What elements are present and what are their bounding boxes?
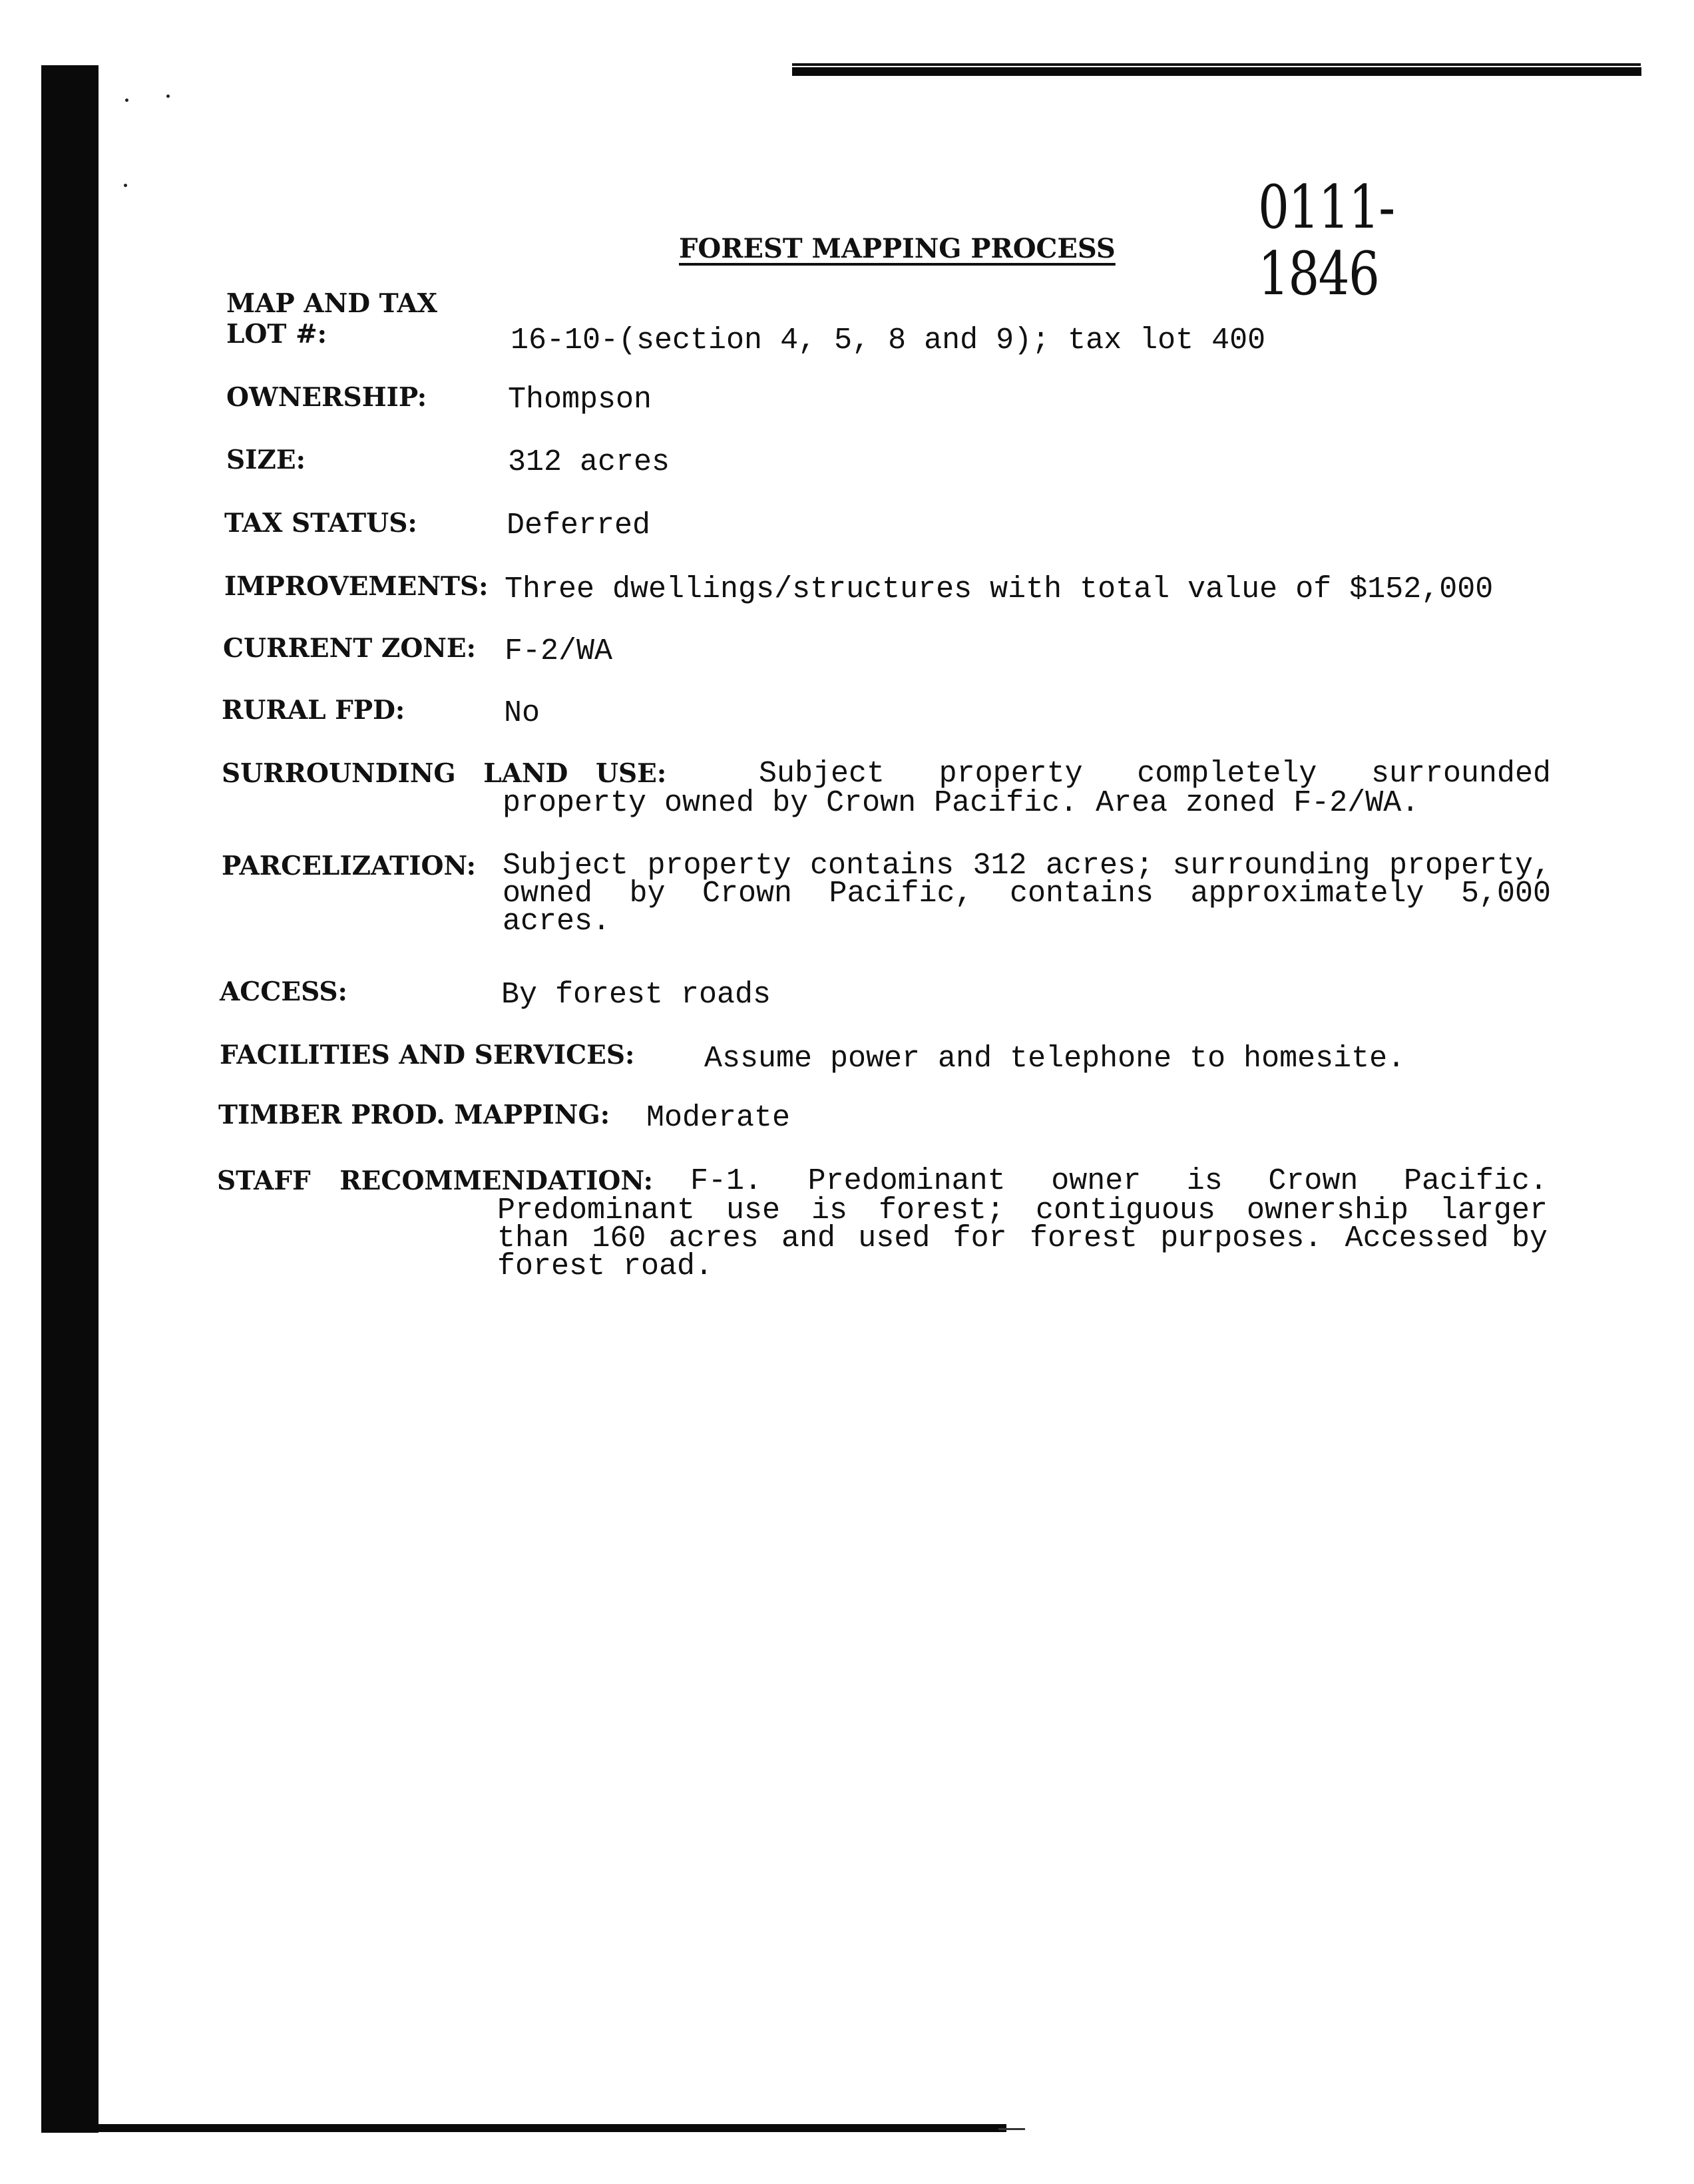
scan-speck [124, 184, 127, 187]
improvements-label: IMPROVEMENTS: [224, 571, 489, 602]
document-title: FOREST MAPPING PROCESS [679, 233, 1116, 264]
size-value: 312 acres [508, 445, 670, 479]
surrounding-land-use-line1: Subject property completely surrounded [759, 757, 1551, 791]
tax-status-label: TAX STATUS: [224, 508, 417, 539]
surrounding-land-use-label: SURROUNDING LAND USE: [222, 758, 667, 789]
tax-status-value: Deferred [507, 509, 651, 543]
parcelization-value: Subject property contains 312 acres; surrounding property, owned by Crown Pacific, contains approximately 5,000 acres. [503, 849, 1551, 939]
parcelization-label: PARCELIZATION: [222, 851, 477, 881]
size-label: SIZE: [226, 445, 306, 475]
map-tax-lot-label-line1: MAP AND TAX [226, 288, 438, 319]
staff-recommendation-rest: Predominant use is forest; contiguous ownership larger than 160 acres and used for forest purposes. Accessed by forest road. [497, 1194, 1548, 1283]
rural-fpd-label: RURAL FPD: [222, 695, 405, 726]
facilities-services-value: Assume power and telephone to homesite. [704, 1042, 1406, 1076]
timber-prod-mapping-value: Moderate [646, 1101, 791, 1135]
scan-speck [166, 95, 170, 98]
ownership-label: OWNERSHIP: [226, 382, 427, 413]
top-scan-line [792, 63, 1641, 66]
facilities-services-label: FACILITIES AND SERVICES: [220, 1040, 635, 1070]
rural-fpd-value: No [504, 696, 540, 730]
timber-prod-mapping-label: TIMBER PROD. MAPPING: [218, 1100, 610, 1130]
map-tax-lot-value: 16-10-(section 4, 5, 8 and 9); tax lot 400 [511, 324, 1266, 357]
surrounding-land-use-rest: property owned by Crown Pacific. Area zoned F-2/WA. [503, 786, 1420, 820]
improvements-value: Three dwellings/structures with total value of $152,000 [505, 572, 1494, 606]
current-zone-label: CURRENT ZONE: [223, 633, 477, 664]
bottom-scan-line [998, 2128, 1025, 2130]
document-number: 0111-1846 [1258, 172, 1394, 309]
staff-recommendation-line1: F-1. Predominant owner is Crown Pacific. [690, 1164, 1548, 1198]
current-zone-value: F-2/WA [505, 634, 613, 668]
map-tax-lot-label-line2: LOT #: [226, 319, 327, 349]
left-scan-border [41, 65, 99, 2133]
bottom-scan-border [41, 2124, 1006, 2132]
scan-speck [125, 99, 128, 102]
access-value: By forest roads [501, 978, 771, 1012]
staff-recommendation-label: STAFF RECOMMENDATION: [217, 1166, 653, 1196]
top-scan-border [792, 67, 1641, 76]
ownership-value: Thompson [508, 383, 652, 417]
access-label: ACCESS: [220, 977, 347, 1007]
